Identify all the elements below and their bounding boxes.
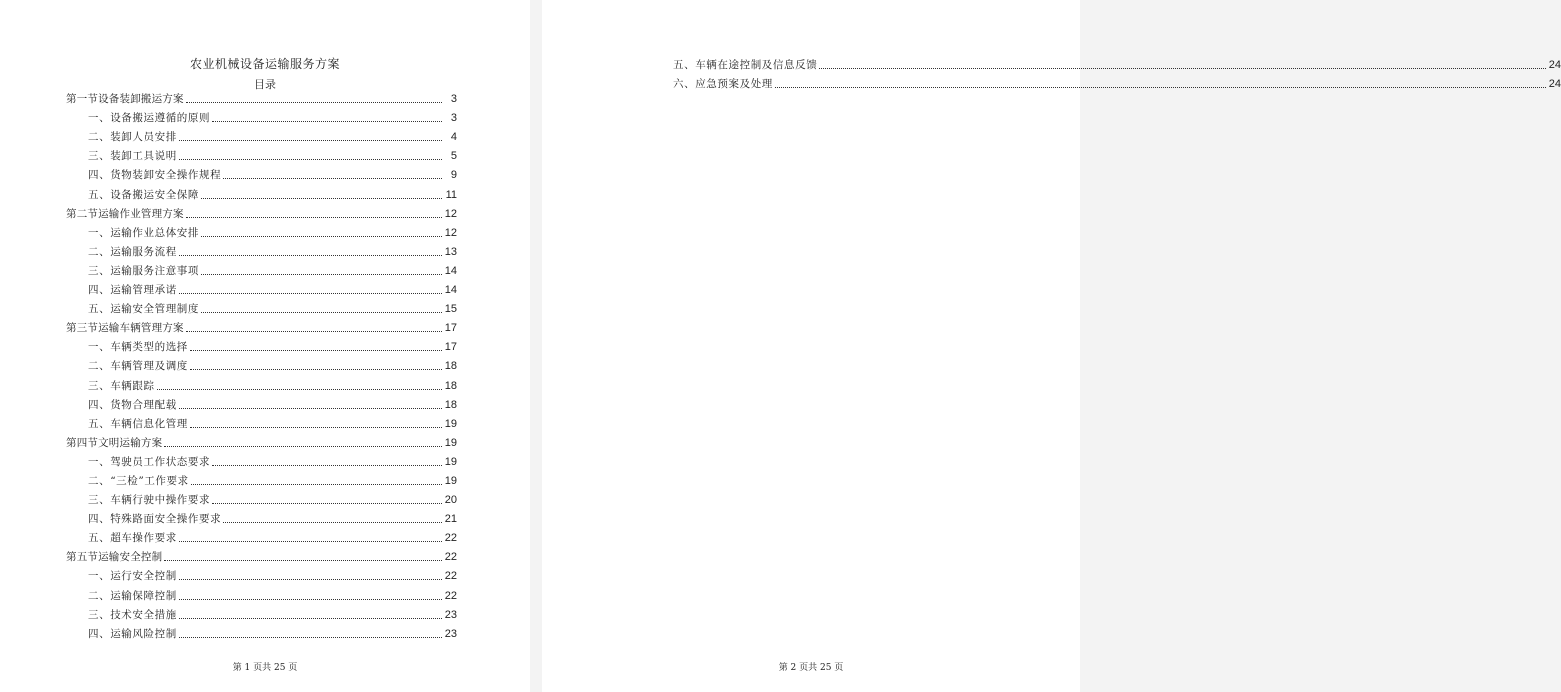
toc-page-number: 14: [444, 284, 457, 297]
toc-page-number: 11: [445, 188, 457, 201]
toc-subsection-entry[interactable]: [66, 469, 457, 488]
toc-entry-title: 三、装卸工具说明: [88, 150, 177, 163]
dot-leader: [186, 101, 442, 103]
toc-page-number: 23: [444, 627, 457, 640]
toc-section-entry[interactable]: [66, 202, 457, 221]
dot-leader: [190, 426, 442, 428]
table-of-contents: [66, 87, 457, 641]
dot-leader: [212, 502, 442, 504]
dot-leader: [179, 617, 442, 619]
dot-leader: [819, 67, 1545, 69]
toc-subsection-entry[interactable]: [651, 72, 1561, 91]
toc-subsection-entry[interactable]: [66, 182, 457, 201]
toc-subsection-entry[interactable]: [66, 603, 457, 622]
toc-subsection-entry[interactable]: [66, 240, 457, 259]
toc-entry-title: 四、货物装卸安全操作规程: [88, 169, 222, 182]
toc-page-number: 17: [444, 341, 457, 354]
dot-leader: [179, 578, 442, 580]
toc-page-number: 18: [444, 398, 457, 411]
dot-leader: [190, 349, 442, 351]
toc-page-number: 23: [444, 608, 457, 621]
toc-entry-title: 六、应急预案及处理: [673, 78, 773, 91]
toc-entry-title: 二、运输保障控制: [88, 589, 177, 602]
dot-leader: [179, 636, 442, 638]
dot-leader: [164, 559, 441, 561]
dot-leader: [179, 407, 442, 409]
toc-entry-title: 五、运输安全管理制度: [88, 303, 199, 316]
toc-heading: 目录: [254, 78, 276, 91]
toc-page-number: 22: [444, 570, 457, 583]
toc-subsection-entry[interactable]: [66, 106, 457, 125]
table-of-contents-continued: [651, 53, 1561, 91]
toc-page-number: 19: [444, 436, 457, 449]
toc-page-number: 22: [444, 551, 457, 564]
dot-leader: [201, 197, 442, 199]
toc-page-number: 14: [444, 264, 457, 277]
toc-entry-title: 五、车辆信息化管理: [88, 417, 188, 430]
toc-page-number: 22: [444, 532, 457, 545]
toc-page-number: 13: [444, 245, 457, 258]
toc-entry-title: 四、运输管理承诺: [88, 284, 177, 297]
dot-leader: [157, 388, 442, 390]
toc-entry-title: 三、车辆跟踪: [88, 379, 155, 392]
toc-subsection-entry[interactable]: [66, 564, 457, 583]
toc-subsection-entry[interactable]: [66, 259, 457, 278]
toc-page-number: 12: [444, 226, 457, 239]
toc-subsection-entry[interactable]: [66, 526, 457, 545]
toc-page-number: 21: [444, 513, 457, 526]
toc-entry-title: 三、技术安全措施: [88, 608, 177, 621]
toc-entry-title: 第二节运输作业管理方案: [66, 207, 184, 220]
toc-page-number: 18: [444, 379, 457, 392]
toc-entry-title: 第五节运输安全控制: [66, 551, 163, 564]
toc-page-number: 19: [444, 455, 457, 468]
toc-entry-title: 四、运输风险控制: [88, 627, 177, 640]
toc-page-number: 22: [444, 589, 457, 602]
dot-leader: [179, 292, 442, 294]
toc-section-entry[interactable]: [66, 87, 457, 106]
toc-subsection-entry[interactable]: [66, 297, 457, 316]
toc-page-number: 24: [1548, 78, 1561, 91]
toc-entry-title: 二、运输服务流程: [88, 245, 177, 258]
toc-entry-title: 一、车辆类型的选择: [88, 341, 188, 354]
dot-leader: [223, 521, 442, 523]
dot-leader: [179, 540, 442, 542]
dot-leader: [212, 464, 442, 466]
toc-subsection-entry[interactable]: [66, 507, 457, 526]
dot-leader: [201, 235, 442, 237]
document-page-1: [0, 0, 530, 692]
dot-leader: [775, 86, 1546, 88]
toc-entry-title: 五、车辆在途控制及信息反馈: [673, 59, 818, 72]
toc-entry-title: 第一节设备装卸搬运方案: [66, 93, 184, 106]
dot-leader: [201, 311, 442, 313]
toc-subsection-entry[interactable]: [66, 412, 457, 431]
dot-leader: [186, 330, 442, 332]
toc-page-number: 15: [444, 303, 457, 316]
dot-leader: [191, 483, 442, 485]
page-footer: 第 1 页共 25 页: [232, 663, 298, 673]
toc-page-number: 9: [450, 169, 457, 182]
toc-page-number: 19: [444, 417, 457, 430]
dot-leader: [164, 445, 441, 447]
toc-entry-title: 一、设备搬运遵循的原则: [88, 112, 211, 125]
toc-section-entry[interactable]: [66, 431, 457, 450]
dot-leader: [179, 598, 442, 600]
toc-subsection-entry[interactable]: [66, 373, 457, 392]
toc-subsection-entry[interactable]: [66, 125, 457, 144]
document-title: 农业机械设备运输服务方案: [189, 57, 340, 71]
toc-page-number: 19: [444, 474, 457, 487]
toc-entry-title: 三、运输服务注意事项: [88, 264, 199, 277]
toc-subsection-entry[interactable]: [66, 335, 457, 354]
toc-section-entry[interactable]: [66, 316, 457, 335]
toc-page-number: 24: [1548, 59, 1561, 72]
toc-entry-title: 四、货物合理配载: [88, 398, 177, 411]
toc-subsection-entry[interactable]: [66, 163, 457, 182]
toc-subsection-entry[interactable]: [66, 393, 457, 412]
toc-entry-title: 二、“三检”工作要求: [88, 474, 189, 487]
dot-leader: [223, 177, 442, 179]
toc-page-number: 20: [444, 494, 457, 507]
page-footer: 第 2 页共 25 页: [778, 663, 844, 673]
toc-page-number: 5: [450, 150, 457, 163]
dot-leader: [179, 158, 442, 160]
toc-subsection-entry[interactable]: [66, 488, 457, 507]
toc-subsection-entry[interactable]: [66, 583, 457, 602]
dot-leader: [190, 368, 442, 370]
toc-subsection-entry[interactable]: [66, 450, 457, 469]
toc-subsection-entry[interactable]: [66, 278, 457, 297]
toc-subsection-entry[interactable]: [66, 354, 457, 373]
toc-page-number: 17: [444, 322, 457, 335]
toc-entry-title: 一、运输作业总体安排: [88, 226, 199, 239]
toc-section-entry[interactable]: [66, 545, 457, 564]
toc-subsection-entry[interactable]: [66, 144, 457, 163]
toc-entry-title: 二、车辆管理及调度: [88, 360, 188, 373]
toc-page-number: 18: [444, 360, 457, 373]
toc-subsection-entry[interactable]: [66, 221, 457, 240]
toc-entry-title: 五、超车操作要求: [88, 532, 177, 545]
dot-leader: [201, 273, 442, 275]
toc-entry-title: 四、特殊路面安全操作要求: [88, 513, 222, 526]
toc-entry-title: 五、设备搬运安全保障: [88, 188, 199, 201]
toc-page-number: 3: [450, 93, 457, 106]
toc-entry-title: 二、装卸人员安排: [88, 131, 177, 144]
document-page-2: [542, 0, 1561, 692]
toc-page-number: 3: [450, 112, 457, 125]
toc-subsection-entry[interactable]: [651, 53, 1561, 72]
toc-page-number: 12: [444, 207, 457, 220]
toc-entry-title: 三、车辆行驶中操作要求: [88, 494, 211, 507]
toc-entry-title: 第三节运输车辆管理方案: [66, 322, 184, 335]
dot-leader: [179, 139, 442, 141]
toc-page-number: 4: [450, 131, 457, 144]
toc-entry-title: 第四节文明运输方案: [66, 436, 163, 449]
toc-entry-title: 一、运行安全控制: [88, 570, 177, 583]
dot-leader: [186, 216, 442, 218]
toc-entry-title: 一、驾驶员工作状态要求: [88, 455, 211, 468]
toc-subsection-entry[interactable]: [66, 622, 457, 641]
dot-leader: [179, 254, 442, 256]
dot-leader: [212, 120, 442, 122]
